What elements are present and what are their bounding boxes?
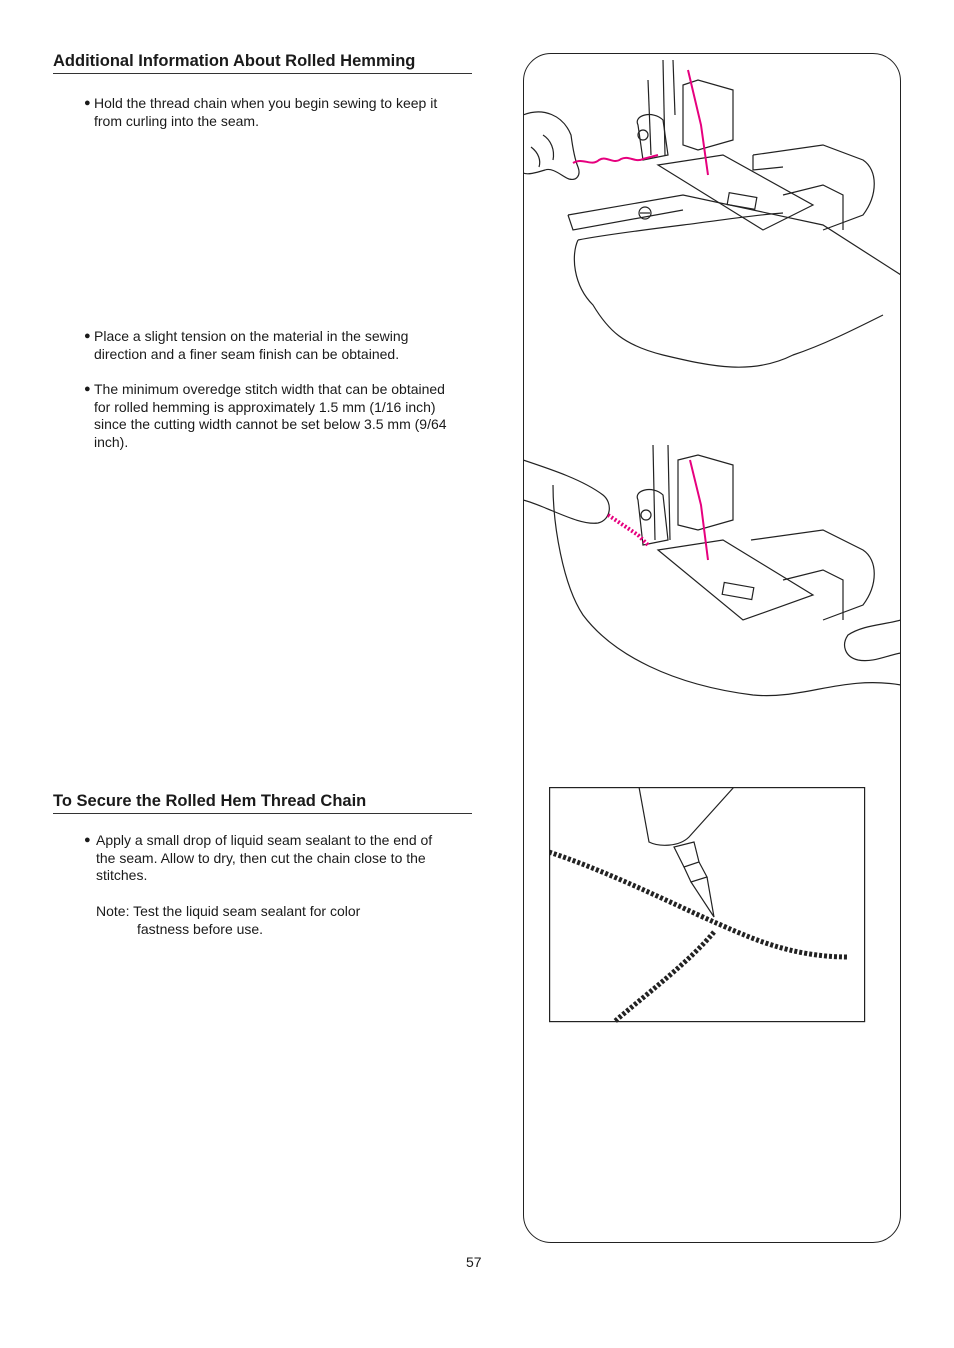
section-heading-secure-chain: To Secure the Rolled Hem Thread Chain	[53, 791, 472, 814]
bullet-item	[84, 832, 454, 885]
note-line-2: fastness before use.	[137, 920, 264, 937]
page-number: 57	[466, 1254, 482, 1270]
bullet-text: Apply a small drop of liquid seam sealant to the end of the seam. Allow to dry, then cut the chain close to the stitches.	[96, 832, 433, 883]
bullet-text: The minimum overedge stitch width that can be obtained for rolled hemming is approximately 1.5 mm (1/16 inch) since the cutting width cannot be set below 3.5 mm (9/64 inch).	[94, 381, 447, 450]
bullet-icon: ●	[84, 383, 91, 395]
illustration-hand-holding-chain	[523, 55, 901, 385]
bullet-item	[84, 95, 454, 130]
bullet-icon: ●	[84, 834, 91, 846]
bullet-item	[84, 328, 454, 363]
bullet-icon: ●	[84, 97, 91, 109]
note-text	[96, 903, 456, 938]
bullet-text: Hold the thread chain when you begin sewing to keep it from curling into the seam.	[94, 95, 438, 129]
bullet-item	[84, 381, 454, 451]
bullet-text: Place a slight tension on the material in the sewing direction and a finer seam finish can be obtained.	[94, 328, 409, 362]
illustration-fingers-tensioning	[523, 445, 901, 705]
illustration-seam-sealant	[549, 787, 866, 1023]
bullet-icon: ●	[84, 330, 91, 342]
section-heading-rolled-hemming: Additional Information About Rolled Hemming	[53, 51, 472, 74]
note-line-1: Note: Test the liquid seam sealant for color	[96, 903, 361, 919]
